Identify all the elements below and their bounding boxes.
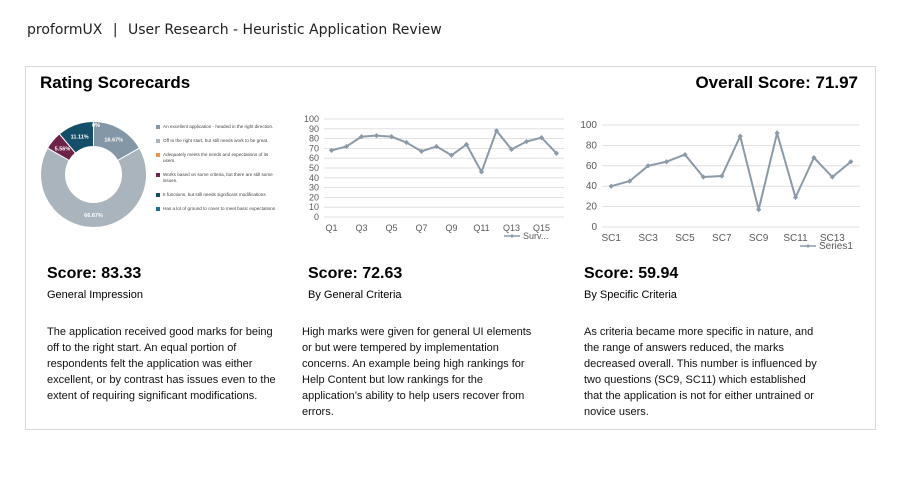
x-tick-label: SC1 [601, 233, 621, 244]
legend-item [156, 138, 280, 144]
y-tick-label: 0 [591, 222, 597, 233]
legend-swatch [156, 193, 160, 197]
general-criteria-line-chart [294, 111, 566, 241]
x-tick-label: SC5 [675, 233, 695, 244]
y-tick-label: 80 [585, 140, 597, 152]
legend-item [156, 192, 280, 198]
donut-chart [36, 117, 151, 232]
x-tick-label: SC9 [748, 233, 769, 244]
legend-label: Adequately meets the needs and expectations of its users. [163, 152, 269, 163]
score-title: Score: 72.63 [308, 265, 403, 282]
header-separator: | [112, 22, 118, 38]
legend-swatch [156, 207, 160, 211]
data-point [374, 133, 379, 138]
y-tick-label: 80 [308, 133, 319, 144]
x-tick-label: SC3 [638, 233, 658, 244]
score-subtitle: By Specific Criteria [584, 289, 677, 301]
score-specific-criteria [584, 264, 678, 302]
legend-item [156, 152, 280, 164]
score-title: Score: 59.94 [584, 265, 679, 282]
x-tick-label: Q5 [385, 223, 398, 233]
y-tick-label: 20 [585, 201, 597, 213]
y-tick-label: 50 [308, 163, 319, 173]
y-tick-label: 30 [308, 182, 319, 193]
legend-label: Off to the right start, but still needs work to be great. [163, 138, 269, 143]
data-point [774, 131, 779, 136]
y-tick-label: 40 [308, 172, 319, 183]
x-tick-label: Q3 [355, 223, 368, 233]
y-tick-label: 90 [308, 123, 319, 134]
legend-item [156, 172, 280, 184]
legend-label: Works based on some criteria, but there are still some issues. [163, 172, 273, 183]
x-tick-label: Q15 [532, 223, 551, 233]
score-general-criteria [308, 264, 402, 302]
page-header [27, 22, 442, 38]
score-subtitle: General Impression [47, 289, 143, 301]
legend-marker [806, 244, 810, 248]
x-tick-label: Q13 [502, 223, 521, 233]
x-tick-label: Q9 [445, 223, 458, 233]
y-tick-label: 60 [308, 153, 319, 164]
y-tick-label: 100 [580, 120, 597, 131]
brand-name: proformUX [27, 22, 103, 38]
y-tick-label: 10 [308, 202, 319, 213]
scorecards-panel [25, 66, 876, 430]
score-description: The application received good marks for being off to the right start. An equal portion of respondents felt the application was either excellent, or by contrast has issues even to the extent of requiring significant modifications. [47, 326, 276, 402]
legend-label: Surv... [523, 231, 549, 241]
donut-data-label: 66.67% [84, 213, 103, 219]
series-line [332, 131, 557, 172]
legend-label: Series1 [819, 241, 853, 252]
legend-label: An excellent application - headed in the right direction. [163, 124, 274, 129]
donut-data-label: 16.67% [104, 137, 124, 144]
specific-criteria-line-chart [574, 117, 864, 252]
legend-swatch [156, 139, 160, 143]
x-tick-label: Q11 [473, 223, 490, 233]
donut-data-label: 5.56% [54, 146, 71, 153]
donut-data-label: 0% [79, 155, 87, 161]
donut-data-label: 11.11% [70, 134, 89, 141]
y-tick-label: 60 [585, 160, 597, 172]
legend-label: It functions, but still needs significant modifications [163, 192, 266, 197]
donut-data-label: 0% [92, 123, 100, 129]
x-tick-label: SC13 [819, 233, 845, 244]
data-point [756, 207, 761, 212]
y-tick-label: 100 [303, 114, 319, 124]
data-point [664, 159, 669, 164]
y-tick-label: 70 [308, 143, 319, 154]
page-title: User Research - Heuristic Application Review [128, 22, 442, 38]
data-point [609, 184, 614, 189]
legend-item [156, 124, 280, 130]
x-tick-label: Q7 [415, 223, 428, 233]
legend-label: Has a lot of ground to cover to meet basic expectations [163, 206, 276, 211]
legend-swatch [156, 153, 160, 157]
y-tick-label: 0 [313, 212, 319, 222]
donut-legend [156, 124, 280, 220]
y-tick-label: 40 [585, 181, 597, 193]
x-tick-label: SC11 [783, 233, 808, 244]
legend-item [156, 206, 280, 212]
x-tick-label: Q1 [325, 223, 338, 233]
score-description: High marks were given for general UI elements or but were tempered by implementation concerns. An example being high rankings for Help Content but low rankings for the application’s ability to help users recover from errors. [302, 326, 532, 418]
legend-swatch [156, 125, 160, 129]
score-general-impression [47, 264, 143, 302]
series-line [611, 133, 851, 210]
score-title: Score: 83.33 [47, 265, 142, 282]
panel-title: Rating Scorecards [40, 73, 191, 92]
score-description: As criteria became more specific in nature, and the range of answers reduced, the marks decreased overall. This number is influenced by two questions (SC9, SC11) which established that the application is not for either untrained or novice users. [584, 326, 817, 418]
y-tick-label: 20 [308, 192, 319, 203]
legend-marker [510, 234, 514, 238]
score-subtitle: By General Criteria [308, 289, 402, 301]
overall-score: Overall Score: 71.97 [695, 73, 858, 92]
x-tick-label: SC7 [712, 233, 732, 244]
legend-swatch [156, 173, 160, 177]
